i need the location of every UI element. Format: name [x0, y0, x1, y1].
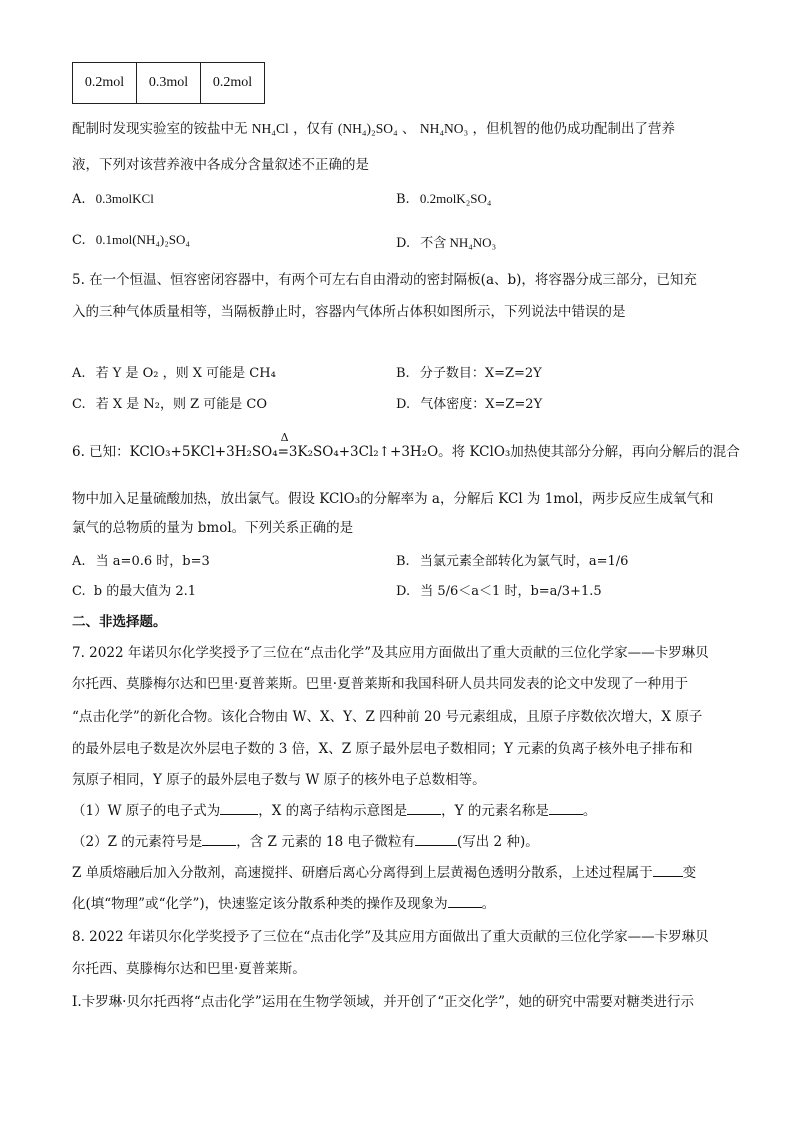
option-text: 当氯元素全部转化为氯气时，a=1/6 — [419, 554, 629, 569]
formula-nh4cl: NH₄Cl — [251, 121, 289, 136]
option-text: 若 Y 是 O₂ ，则 X 可能是 CH₄ — [95, 366, 276, 381]
option-text: 0.2molK₂SO₄ — [419, 191, 492, 206]
option-text: 不含 NH₄NO₃ — [420, 235, 497, 250]
q7-line-3: “点击化学”的新化合物。该化合物由 W、X、Y、Z 四种前 20 号元素组成，且原子序数依次增大，X 原子 — [72, 709, 703, 725]
option-text: 若 X 是 N₂，则 Z 可能是 CO — [95, 397, 268, 412]
q5-option-c[interactable] — [72, 393, 267, 412]
answer-blank[interactable] — [448, 894, 482, 908]
q7-sub-2 — [72, 830, 539, 850]
q7-para-1 — [72, 861, 696, 881]
option-letter: A. — [72, 554, 86, 569]
q6-line-3: 氯气的总物质的量为 bmol。下列关系正确的是 — [72, 520, 354, 536]
option-letter: B. — [396, 366, 410, 381]
option-letter: C. — [72, 584, 86, 599]
q4-option-a[interactable] — [72, 191, 154, 207]
option-letter: D. — [396, 397, 411, 412]
q7-line-1: 7. 2022 年诺贝尔化学奖授予了三位在“点击化学”及其应用方面做出了重大贡献的三位化学家——卡罗琳贝 — [72, 645, 709, 661]
q5-option-a[interactable] — [72, 362, 276, 381]
answer-blank[interactable] — [220, 801, 258, 815]
option-letter: D. — [396, 584, 411, 599]
q6-line-1 — [72, 431, 740, 460]
text-segment: （1）W 原子的电子式为 — [72, 803, 221, 819]
text-segment: ，含 Z 元素的 18 电子微粒有 — [236, 834, 415, 850]
answer-blank[interactable] — [415, 832, 457, 846]
q4-option-d[interactable] — [396, 232, 496, 251]
text-segment: 。 — [582, 803, 597, 819]
option-letter: C. — [72, 397, 86, 412]
option-text: 分子数目：X=Z=2Y — [419, 366, 542, 381]
q7-line-2: 尔托西、莫滕梅尔达和巴里·夏普莱斯。巴里·夏普莱斯和我国科研人员共同发表的论文中发现了一种用于 — [72, 676, 689, 692]
text-segment: ，X 的离子结构示意图是 — [258, 803, 408, 819]
table-cell: 0.3mol — [137, 63, 201, 104]
q5-option-d[interactable] — [396, 393, 542, 412]
equals-symbol: = — [277, 444, 289, 460]
text-segment: ，Y 的元素名称是 — [441, 803, 549, 819]
q7-para-2 — [72, 892, 495, 912]
option-text: b 的最大值为 2.1 — [93, 584, 197, 599]
option-text: 0.3molKCl — [95, 191, 154, 206]
q7-line-5: 氖原子相同，Y 原子的最外层电子数与 W 原子的核外电子总数相等。 — [72, 772, 486, 788]
q6-option-d[interactable] — [396, 580, 602, 599]
text-segment: 3K₂SO₄+3Cl₂↑+3H₂O。将 KClO₃加热使其部分分解，再向分解后的混合 — [288, 444, 740, 460]
q6-option-b[interactable] — [396, 550, 628, 569]
option-text: 当 5/6＜a＜1 时，b=a/3+1.5 — [420, 584, 602, 599]
option-text: 0.1mol(NH₄)₂SO₄ — [95, 232, 190, 247]
option-text: 当 a=0.6 时，b=3 — [95, 554, 210, 569]
option-letter: C. — [72, 233, 86, 248]
formula-nh4-2so4: (NH₄)₂SO₄ — [337, 121, 398, 136]
q8-line-3: I.卡罗琳·贝尔托西将“点击化学”运用在生物学领域，并开创了“正交化学”，她的研究中需要对糖类进行示 — [72, 994, 695, 1010]
q6-line-2: 物中加入足量硫酸加热，放出氯气。假设 KClO₃的分解率为 a，分解后 KCl 为 1mol，两步反应生成氧气和 — [72, 491, 714, 507]
option-letter: B. — [396, 192, 410, 207]
q7-line-4: 的最外层电子数是次外层电子数的 3 倍，X、Z 原子最外层电子数相同；Y 元素的负离子核外电子排布和 — [72, 741, 693, 757]
formula-nh4no3: NH₄NO₃ — [419, 121, 469, 136]
q8-line-1: 8. 2022 年诺贝尔化学奖授予了三位在“点击化学”及其应用方面做出了重大贡献的三位化学家——卡罗琳贝 — [72, 929, 709, 945]
text-segment: ，仅有 — [293, 121, 334, 137]
text-segment: （2）Z 的元素符号是 — [72, 834, 203, 850]
q6-option-a[interactable] — [72, 550, 210, 569]
text-segment: ，但机智的他仍成功配制出了营养 — [472, 121, 676, 137]
option-letter: A. — [72, 192, 86, 207]
q5-line-1: 5. 在一个恒温、恒容密闭容器中，有两个可左右自由滑动的密封隔板(a、b)，将容器分成三部分，已知充 — [72, 272, 697, 288]
option-letter: B. — [396, 554, 410, 569]
text-segment: (写出 2 种)。 — [457, 834, 539, 850]
text-segment: 化(填“物理”或“化学”)，快速鉴定该分散系种类的操作及现象为 — [72, 896, 448, 912]
option-letter: D. — [396, 236, 411, 251]
heating-sign — [277, 431, 289, 460]
q8-line-2: 尔托西、莫滕梅尔达和巴里·夏普莱斯。 — [72, 961, 306, 977]
q4-line-1 — [72, 117, 675, 137]
option-text: 气体密度：X=Z=2Y — [420, 397, 543, 412]
answer-blank[interactable] — [202, 832, 236, 846]
q6-option-c[interactable] — [72, 580, 196, 599]
q7-sub-1 — [72, 799, 596, 819]
text-segment: 6. 已知：KClO₃+5KCl+3H₂SO₄ — [72, 444, 278, 460]
text-segment: Z 单质熔融后加入分散剂，高速搅拌、研磨后离心分离得到上层黄褐色透明分散系，上述过程属于 — [72, 865, 653, 881]
section-heading: 二、非选择题。 — [72, 614, 167, 630]
q4-option-c[interactable] — [72, 232, 190, 248]
q5-line-2: 入的三种气体质量相等，当隔板静止时，容器内气体所占体积如图所示，下列说法中错误的是 — [72, 304, 626, 320]
text-segment: 。 — [481, 896, 496, 912]
option-letter: A. — [72, 366, 86, 381]
text-segment: 变 — [682, 865, 697, 881]
amount-table — [72, 62, 265, 104]
delta-symbol: Δ — [280, 431, 289, 444]
text-segment: 、 — [402, 121, 416, 137]
table-cell: 0.2mol — [73, 63, 137, 104]
answer-blank[interactable] — [653, 863, 683, 877]
answer-blank[interactable] — [407, 801, 441, 815]
q4-line-2: 液，下列对该营养液中各成分含量叙述不正确的是 — [72, 157, 369, 173]
table-cell: 0.2mol — [201, 63, 265, 104]
answer-blank[interactable] — [549, 801, 583, 815]
q4-option-b[interactable] — [396, 191, 491, 207]
text-segment: 配制时发现实验室的铵盐中无 — [72, 121, 248, 137]
q5-option-b[interactable] — [396, 362, 542, 381]
